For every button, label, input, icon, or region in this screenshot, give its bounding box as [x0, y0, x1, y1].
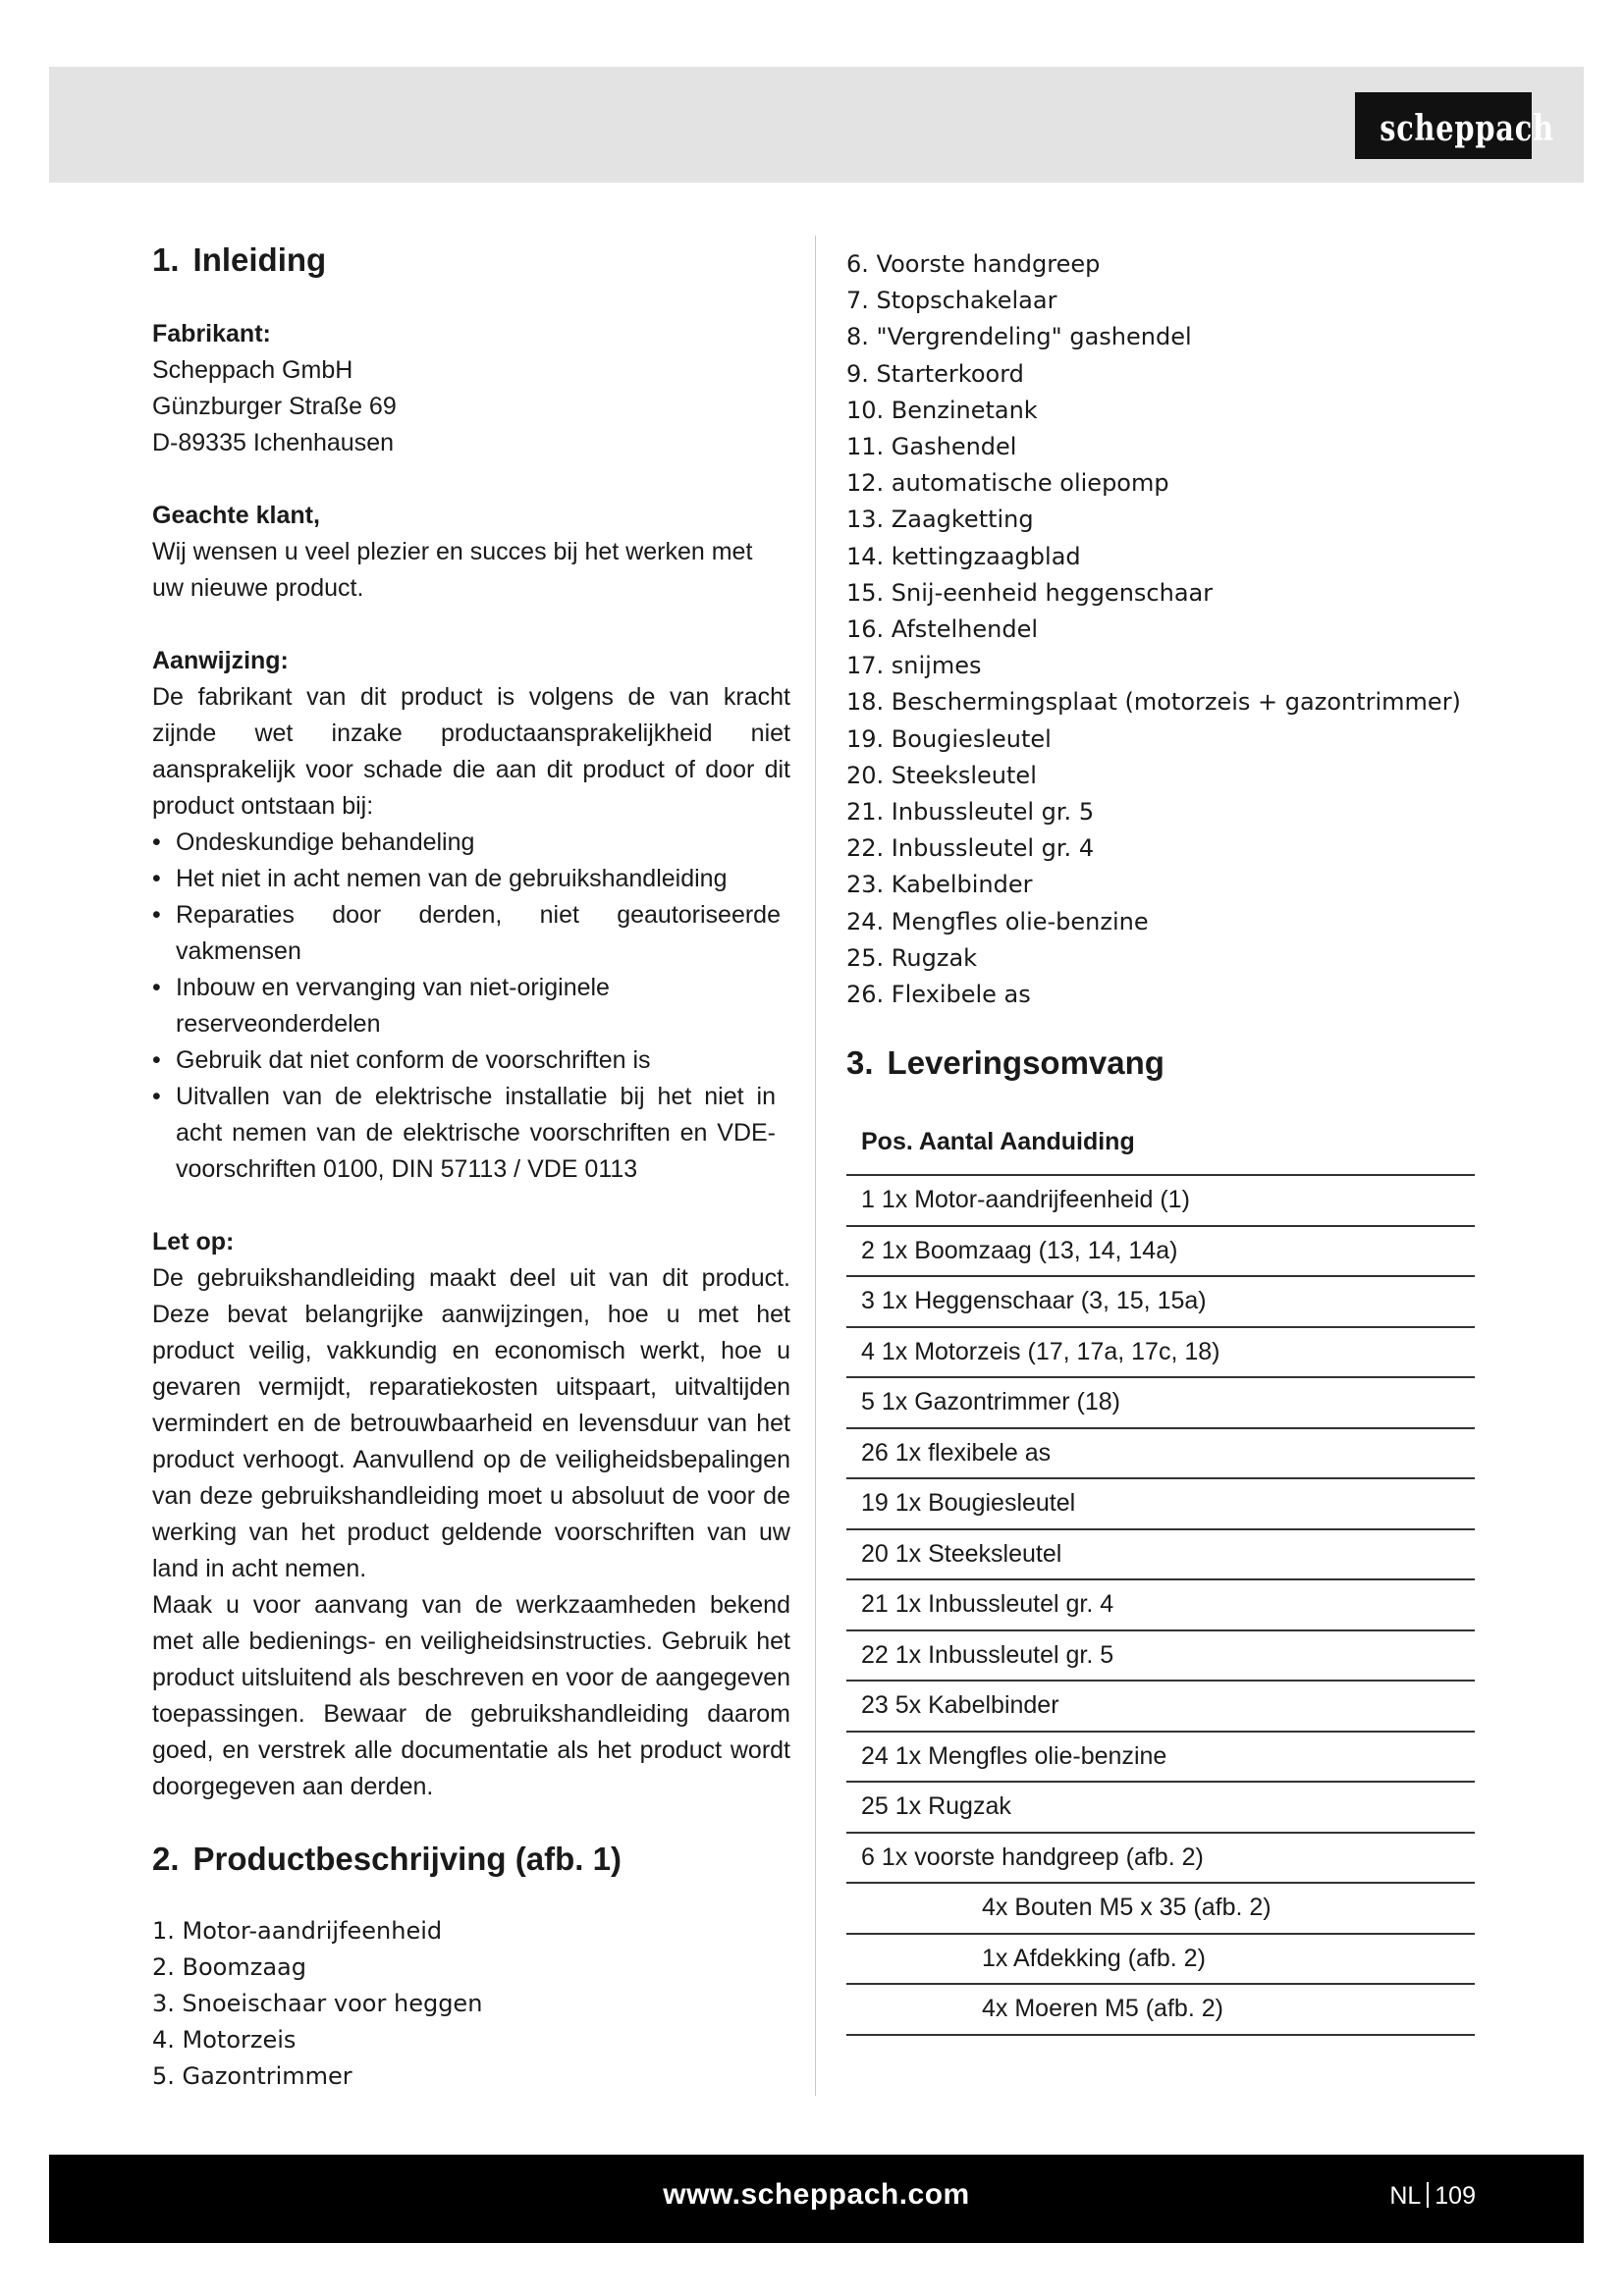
attention-label: Let op: [152, 1228, 235, 1255]
list-item: 17. snijmes [846, 652, 982, 680]
table-header: Pos. Aantal Aanduiding [846, 1109, 1475, 1175]
delivery-table [846, 1109, 1475, 2036]
table-row: 1 1x Motor-aandrijfeenheid (1) [846, 1175, 1475, 1226]
table-row: 24 1x Mengfles olie-benzine [846, 1732, 1475, 1783]
table-row: 22 1x Inbussleutel gr. 5 [846, 1630, 1475, 1682]
list-item: 5. Gazontrimmer [152, 2062, 352, 2090]
list-item: 26. Flexibele as [846, 981, 1031, 1009]
list-item: 9. Starterkoord [846, 359, 1024, 388]
table-row: 19 1x Bougiesleutel [846, 1478, 1475, 1529]
table-row: 25 1x Rugzak [846, 1782, 1475, 1833]
table-sub-row: 4x Moeren M5 (afb. 2) [846, 1984, 1475, 2035]
manufacturer-label: Fabrikant: [152, 320, 271, 347]
list-item: 25. Rugzak [846, 943, 978, 972]
greeting-label: Geachte klant, [152, 502, 320, 529]
product-parts-list-b [846, 246, 1485, 1013]
header-band [49, 67, 1584, 183]
note-list [152, 825, 790, 1188]
list-item: 3. Snoeischaar voor heggen [152, 1990, 483, 2017]
footer-bar [49, 2155, 1584, 2243]
list-item: 16. Afstelhendel [846, 615, 1039, 644]
table-sub-row: 1x Afdekking (afb. 2) [846, 1934, 1475, 1985]
list-item: • Uitvallen van de elektrische installatie bij het niet in acht nemen van de elektrische voorschriften en VDE-voorschriften 0100, DIN 57113 / VDE 0113 [152, 1079, 790, 1188]
list-item: 18. Beschermingsplaat (motorzeis + gazontrimmer) [846, 688, 1461, 717]
list-item: 24. Mengfles olie-benzine [846, 907, 1149, 935]
note-label: Aanwijzing: [152, 647, 289, 674]
table-row: 23 5x Kabelbinder [846, 1681, 1475, 1732]
table-sub-row: 4x Bouten M5 x 35 (afb. 2) [846, 1883, 1475, 1934]
list-item: 8. "Vergrendeling" gashendel [846, 323, 1192, 351]
table-row: 5 1x Gazontrimmer (18) [846, 1377, 1475, 1428]
note-text: De fabrikant van dit product is volgens de van kracht zijnde wet inzake productaansprakelijkheid niet aansprakelijk voor schade die aan dit product of door dit product ontstaan bij: [152, 683, 790, 820]
table-row: 6 1x voorste handgreep (afb. 2) [846, 1833, 1475, 1884]
website-link[interactable]: www.scheppach.com [663, 2178, 970, 2211]
list-item: • Gebruik dat niet conform de voorschriften is [152, 1042, 790, 1079]
manufacturer-line: D-89335 Ichenhausen [152, 429, 395, 456]
product-parts-list-a [152, 1913, 790, 2095]
list-item: 4. Motorzeis [152, 2026, 297, 2054]
list-item: • Inbouw en vervanging van niet-originele reserveonderdelen [152, 970, 790, 1042]
section-3-heading: 3. Leveringsomvang [846, 1044, 1164, 1082]
section-2-heading: 2. Productbeschrijving (afb. 1) [152, 1841, 622, 1877]
left-column [152, 240, 790, 2095]
list-item: 23. Kabelbinder [846, 871, 1033, 899]
greeting-text: Wij wensen u veel plezier en succes bij het werken met uw nieuwe product. [152, 538, 753, 602]
list-item: 21. Inbussleutel gr. 5 [846, 798, 1095, 827]
list-item: 19. Bougiesleutel [846, 724, 1052, 753]
table-row: 4 1x Motorzeis (17, 17a, 17c, 18) [846, 1327, 1475, 1378]
list-item: • Ondeskundige behandeling [152, 825, 790, 861]
list-item: 6. Voorste handgreep [846, 250, 1101, 278]
list-item: 2. Boomzaag [152, 1953, 306, 1981]
list-item: 7. Stopschakelaar [846, 287, 1057, 315]
list-item: • Reparaties door derden, niet geautoriseerde vakmensen [152, 897, 790, 970]
list-item: 22. Inbussleutel gr. 4 [846, 834, 1095, 863]
list-item: • Het niet in acht nemen van de gebruikshandleiding [152, 861, 790, 897]
section-1-heading: 1. Inleiding [152, 241, 327, 278]
list-item: 1. Motor-aandrijfeenheid [152, 1917, 443, 1945]
list-item: 13. Zaagketting [846, 506, 1034, 534]
list-item: 14. kettingzaagblad [846, 542, 1081, 570]
list-item: 12. automatische oliepomp [846, 469, 1169, 498]
manufacturer-line: Scheppach GmbH [152, 356, 353, 384]
column-divider [815, 236, 816, 2096]
right-column [846, 246, 1485, 2036]
page-number: NL 109 [1389, 2182, 1476, 2210]
manufacturer-line: Günzburger Straße 69 [152, 393, 397, 420]
attention-text: De gebruikshandleiding maakt deel uit van dit product. Deze bevat belangrijke aanwijzingen, hoe u met het product veilig, vakkundig en economisch werkt, hoe u gevaren vermijdt, reparatiekosten uitspaart, uitvaltijden vermindert en de betrouwbaarheid en levensduur van het product verhoogt. Aanvullend op de veiligheidsbepalingen van deze gebruikshandleiding moet u absoluut de voor de werking van het product geldende voorschriften van uw land in acht nemen. [152, 1264, 790, 1582]
table-row: 3 1x Heggenschaar (3, 15, 15a) [846, 1276, 1475, 1327]
table-row: 21 1x Inbussleutel gr. 4 [846, 1579, 1475, 1630]
list-item: 11. Gashendel [846, 433, 1017, 461]
list-item: 20. Steeksleutel [846, 761, 1037, 789]
list-item: 15. Snij-eenheid heggenschaar [846, 578, 1214, 607]
list-item: 10. Benzinetank [846, 396, 1038, 424]
table-row: 26 1x flexibele as [846, 1428, 1475, 1479]
attention-text-2: Maak u voor aanvang van de werkzaamheden bekend met alle bedienings- en veiligheidsinstructies. Gebruik het product uitsluitend als beschreven en voor de aangegeven toepassingen. Bewaar de gebruikshandleiding daarom goed, en verstrek alle documentatie als het product wordt doorgegeven aan derden. [152, 1591, 790, 1800]
table-row: 2 1x Boomzaag (13, 14, 14a) [846, 1226, 1475, 1277]
scheppach-logo: scheppach [1355, 92, 1532, 159]
table-row: 20 1x Steeksleutel [846, 1529, 1475, 1580]
